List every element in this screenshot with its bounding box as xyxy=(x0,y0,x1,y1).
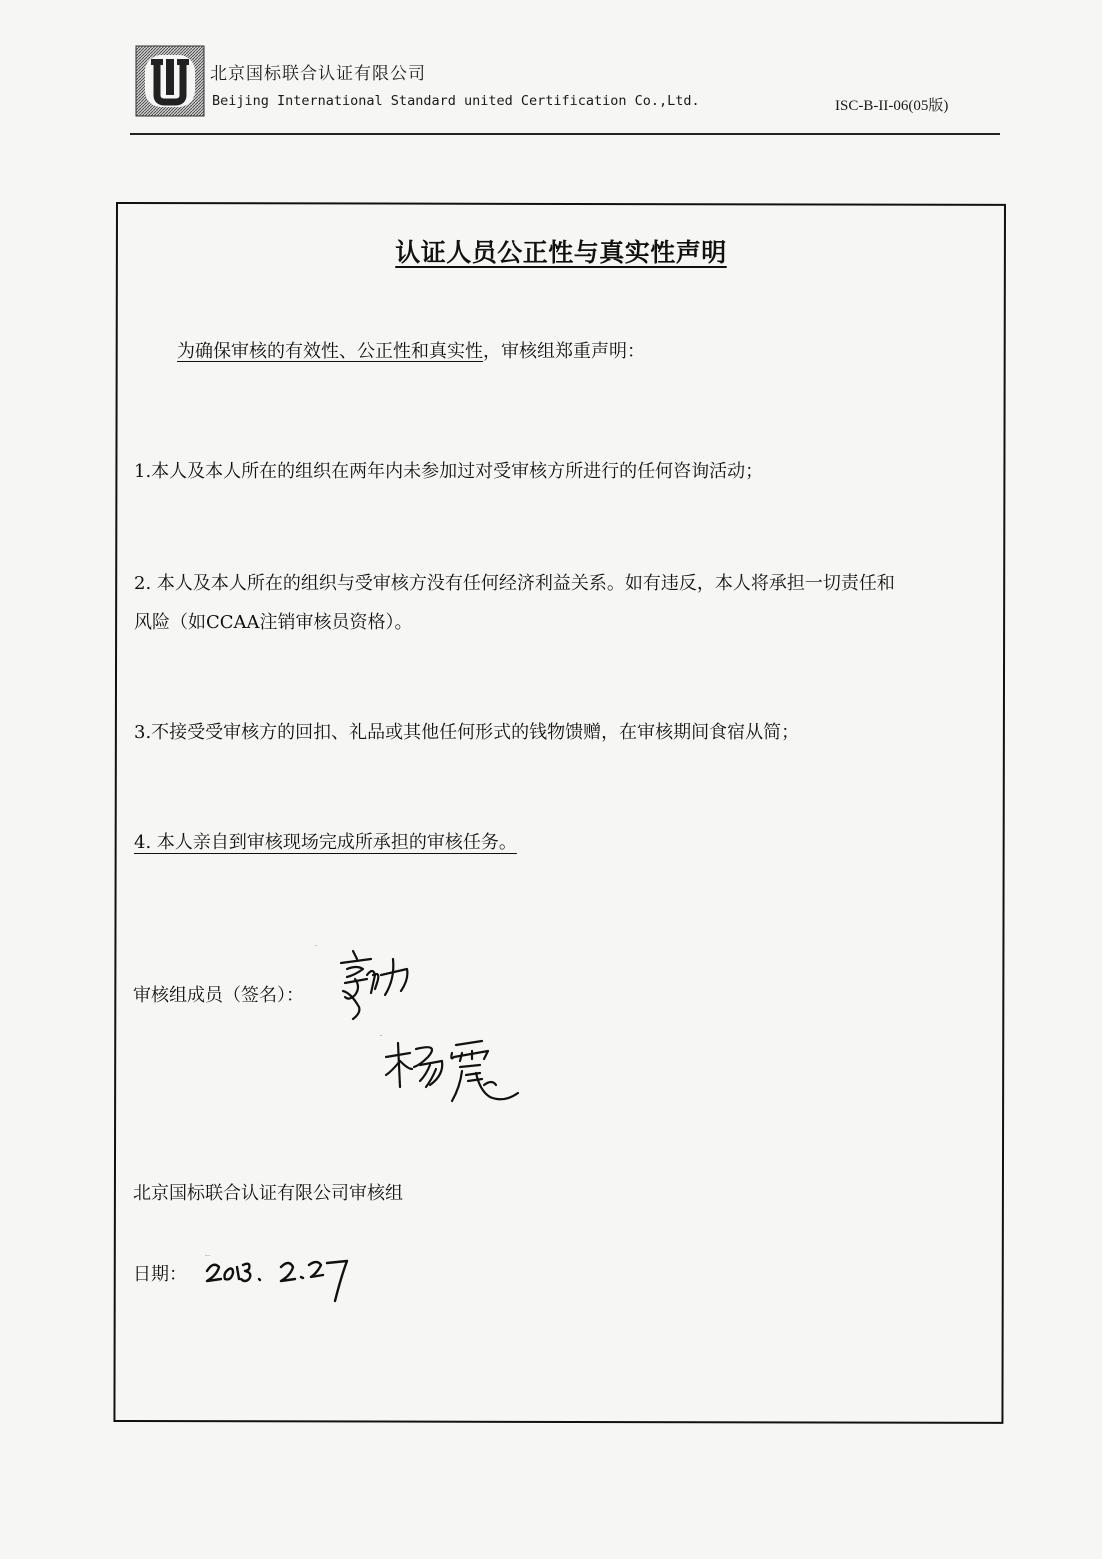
declaration-item-4: 4. 本人亲自到审核现场完成所承担的审核任务。 xyxy=(134,832,517,853)
audit-team-organization: 北京国标联合认证有限公司审核组 xyxy=(133,1183,403,1204)
signature-2-handwritten xyxy=(380,1035,525,1110)
company-name-chinese: 北京国标联合认证有限公司 xyxy=(210,64,426,84)
document-title: 认证人员公正性与真实性声明 xyxy=(395,238,727,267)
signature-1-text xyxy=(315,945,318,947)
company-logo-icon xyxy=(135,45,205,117)
header-divider xyxy=(130,133,1000,135)
declaration-frame xyxy=(113,202,1006,1424)
signature-2-text xyxy=(380,1035,383,1037)
declaration-item-3: 3.不接受受审核方的回扣、礼品或其他任何形式的钱物馈赠，在审核期间食宿从简； xyxy=(134,722,800,743)
signature-1-handwritten xyxy=(315,945,415,1025)
intro-paragraph xyxy=(177,343,645,361)
declaration-item-2-line-1: 2. 本人及本人所在的组织与受审核方没有任何经济利益关系。如有违反，本人将承担一切责任和 xyxy=(134,573,895,594)
date-text xyxy=(205,1255,210,1257)
date-label: 日期： xyxy=(133,1264,187,1285)
document-code: ISC-B-II-06(05版) xyxy=(835,98,949,114)
company-name-english: Beijing International Standard united Certification Co.,Ltd. xyxy=(212,93,700,109)
declaration-item-1: 1.本人及本人所在的组织在两年内未参加过对受审核方所进行的任何咨询活动； xyxy=(134,461,764,482)
declaration-item-2-line-2: 风险（如CCAA注销审核员资格）。 xyxy=(134,612,413,633)
date-handwritten xyxy=(205,1255,355,1305)
intro-rest-text: ，审核组郑重声明： xyxy=(483,341,645,362)
signers-label: 审核组成员（签名）： xyxy=(133,985,304,1006)
intro-underlined-text: 为确保审核的有效性、公正性和真实性 xyxy=(177,341,483,362)
